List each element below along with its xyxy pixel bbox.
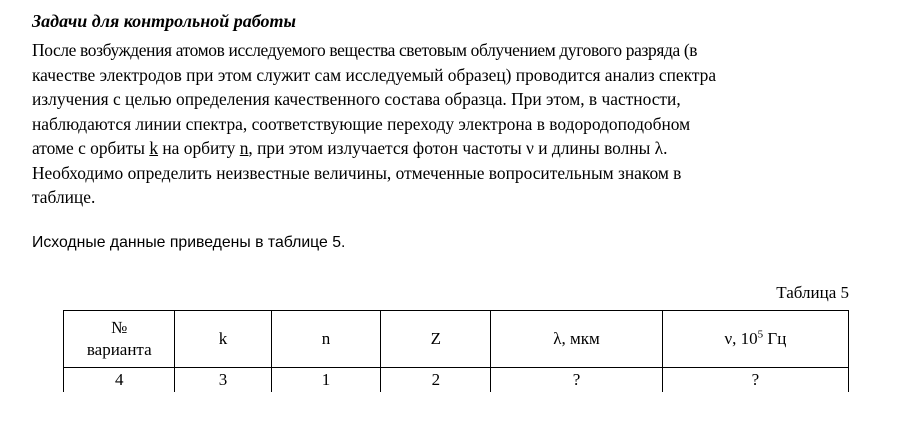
table-caption: Таблица 5 — [776, 283, 849, 302]
paragraph-line: Необходимо определить неизвестные величины, отмеченные вопросительным знаком в — [32, 162, 682, 183]
line-text: , при этом излучается фотон частоты ν и длины волны λ. — [248, 138, 668, 158]
variant-table — [63, 310, 849, 392]
line-text: атоме с орбиты — [32, 138, 150, 158]
task-paragraph — [32, 38, 902, 210]
header-variant-word: варианта — [86, 340, 152, 359]
cell-nu: ? — [662, 368, 848, 393]
paragraph-line: После возбуждения атомов исследуемого вещества световым облучением дугового разряда (в — [32, 40, 698, 60]
source-note: Исходные данные приведены в таблице 5. — [32, 234, 346, 251]
cell-z: 2 — [381, 368, 491, 393]
header-lambda: λ, мкм — [491, 311, 662, 368]
header-nu — [662, 311, 848, 368]
cell-n: 1 — [271, 368, 381, 393]
line-text: на орбиту — [158, 138, 240, 158]
paragraph-line: наблюдаются линии спектра, соответствующие переходу электрона в водородоподобном — [32, 113, 691, 134]
orbit-n-symbol: n — [239, 138, 249, 158]
paragraph-line: качестве электродов при этом служит сам исследуемый образец) проводится анализ спектра — [32, 64, 717, 85]
table-row — [64, 368, 849, 393]
section-heading: Задачи для контрольной работы — [32, 11, 296, 31]
header-n: n — [271, 311, 381, 368]
header-nu-prefix: ν, 10 — [724, 329, 758, 348]
paragraph-line: излучения с целью определения качественного состава образца. При этом, в частности, — [32, 89, 681, 109]
cell-variant: 4 — [64, 368, 175, 393]
header-nu-unit: Гц — [763, 329, 787, 348]
header-variant-number-sign: № — [111, 318, 128, 337]
paragraph-line: таблице. — [32, 187, 96, 207]
cell-lambda: ? — [491, 368, 662, 393]
header-variant — [64, 311, 175, 368]
header-nu-exponent: 5 — [757, 328, 764, 341]
paragraph-line — [32, 136, 902, 161]
header-k: k — [175, 311, 271, 368]
header-z: Z — [381, 311, 491, 368]
cell-k: 3 — [175, 368, 271, 393]
table-header-row — [64, 311, 849, 368]
orbit-k-symbol: k — [149, 138, 159, 158]
